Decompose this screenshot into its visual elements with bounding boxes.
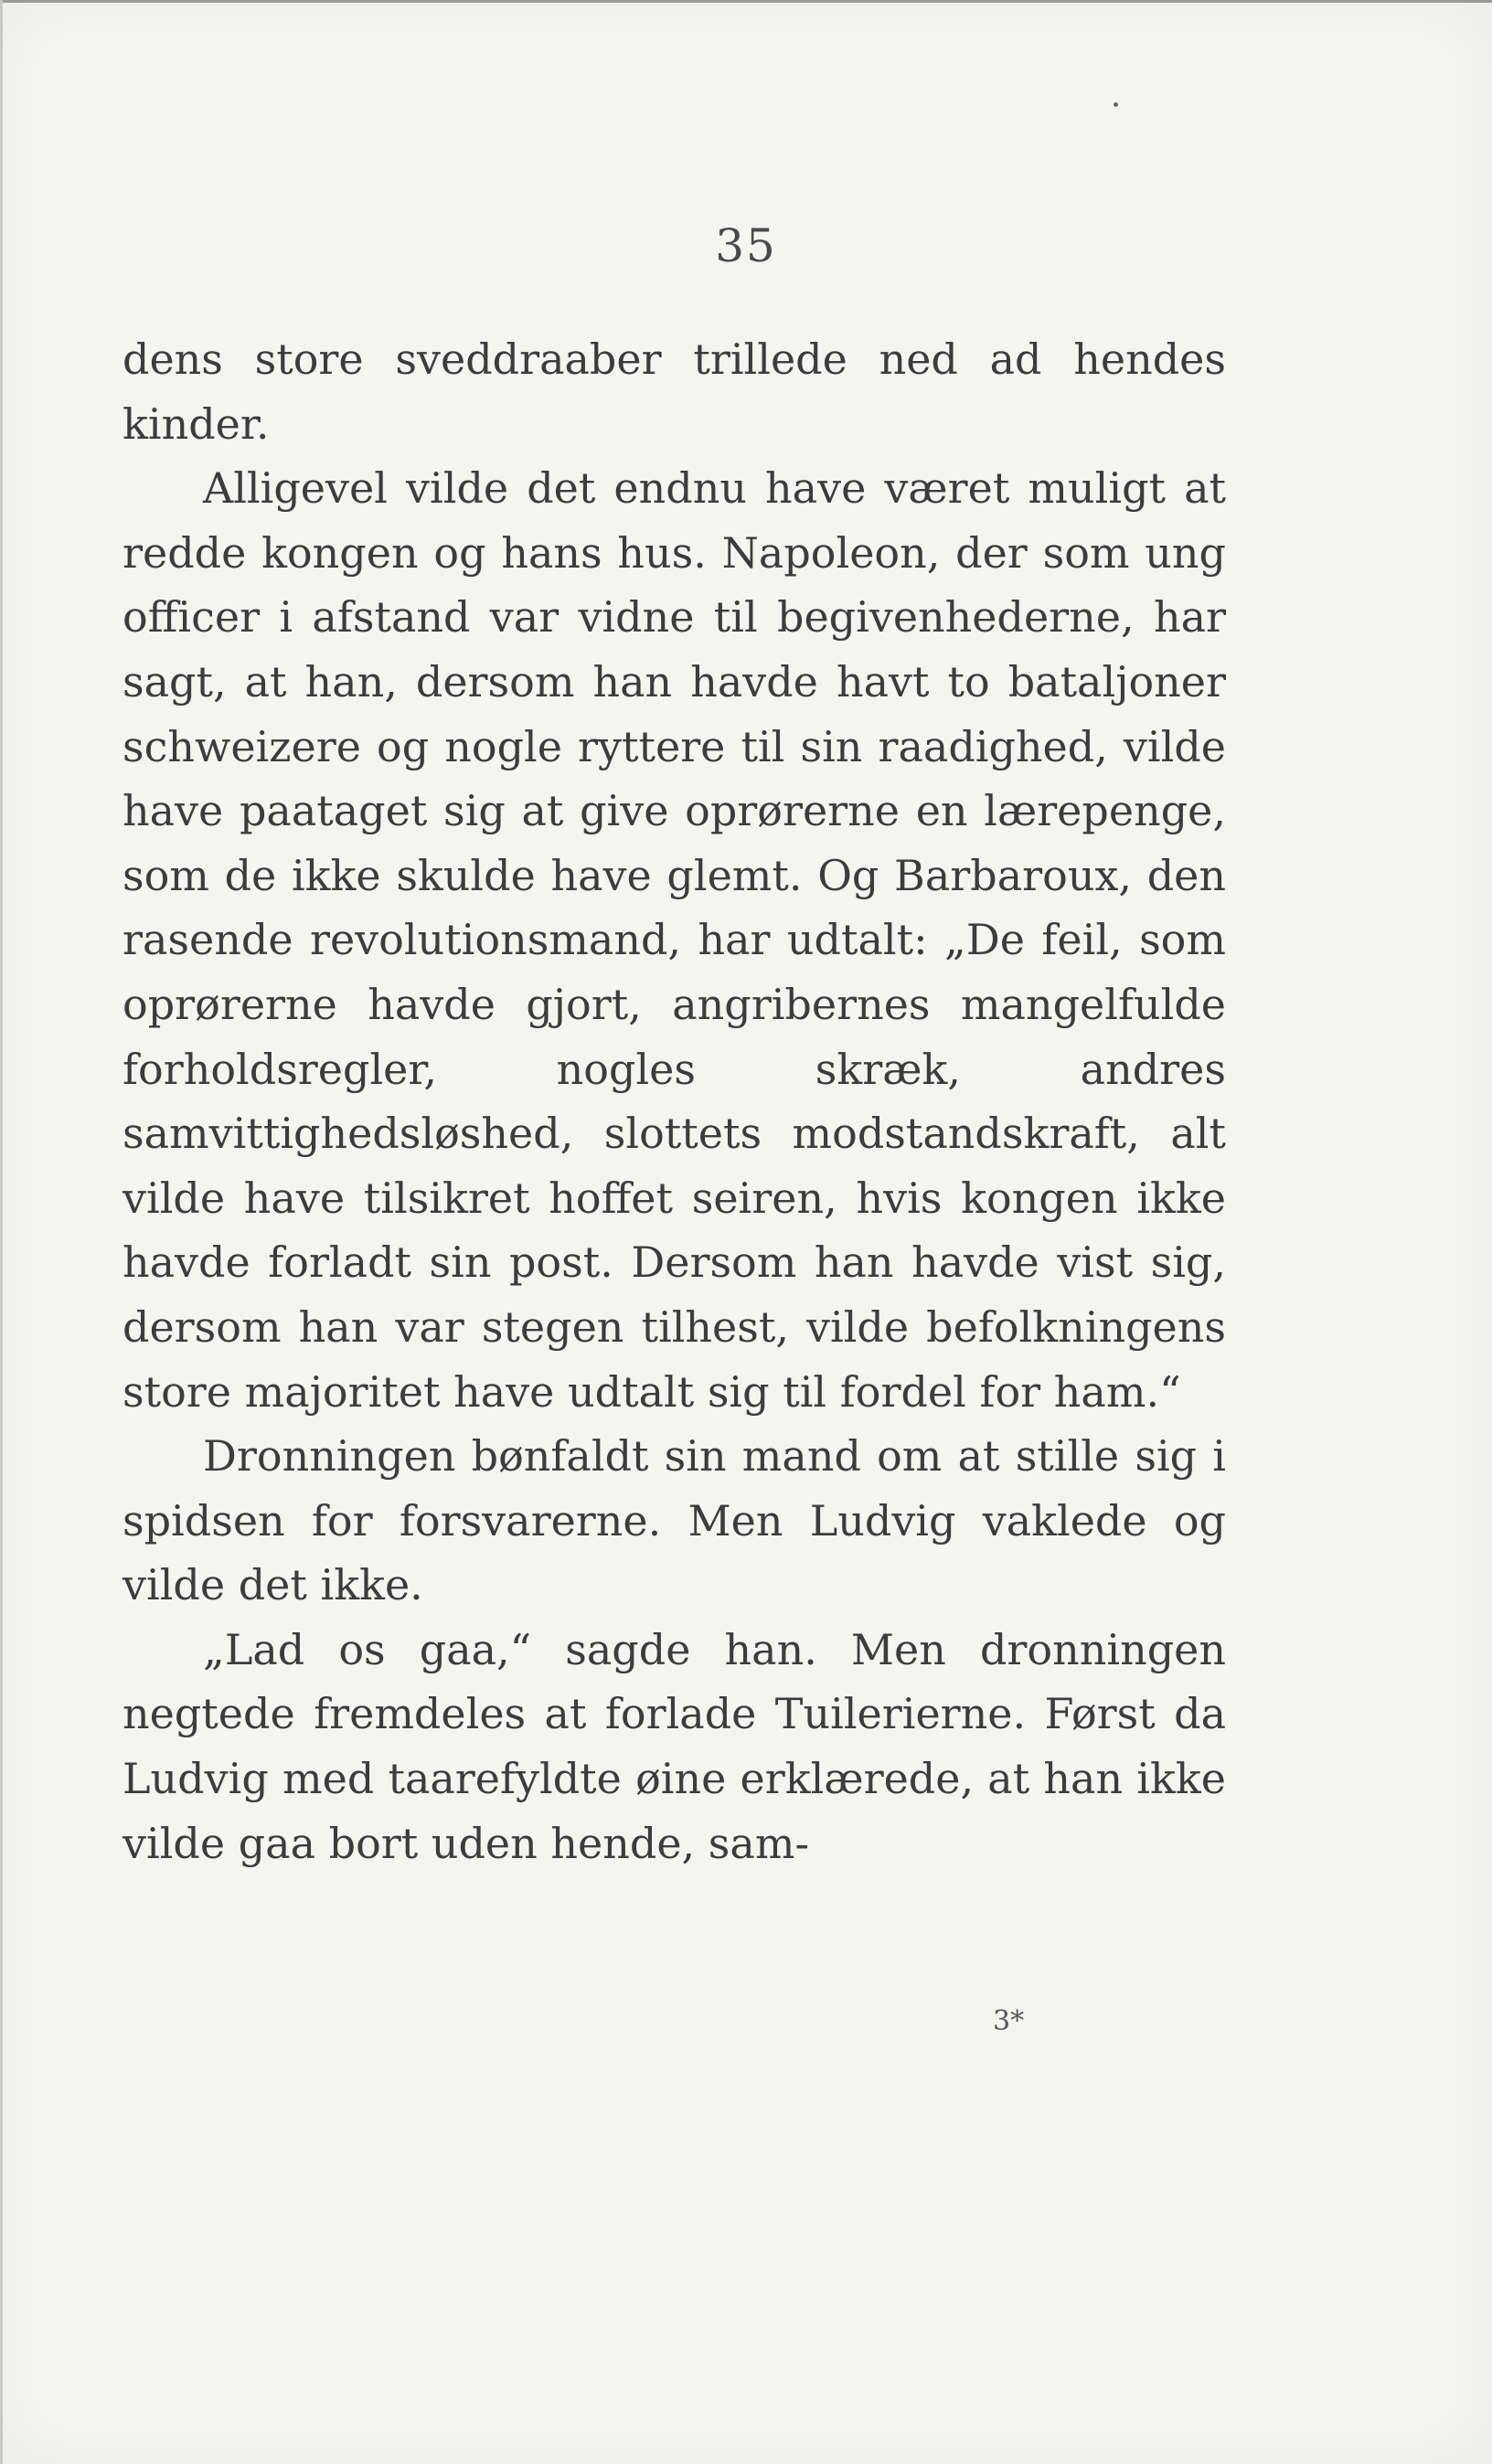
page-left-edge — [0, 0, 3, 2464]
ink-speck — [1114, 102, 1118, 107]
paragraph-4: „Lad os gaa,“ sagde han. Men dronningen negtede fremdeles at forlade Tuilerierne. Først da Ludvig med taarefyldte øine erklærede, at han ikke vilde gaa bort uden hende, sam- — [123, 1624, 1226, 1868]
body-text — [123, 327, 1226, 1875]
paragraph-3: Dronningen bønfaldt sin mand om at stille sig i spidsen for forsvarerne. Men Ludvig vaklede og vilde det ikke. — [123, 1431, 1226, 1610]
paragraph-1: dens store sveddraaber trillede ned ad hendes kinder. — [123, 335, 1226, 449]
page-top-edge — [0, 0, 1492, 3]
paragraph-2: Alligevel vilde det endnu have været muligt at redde kongen og hans hus. Napoleon, der som ung officer i afstand var vidne til begivenhederne, har sagt, at han, dersom han havde havt to bataljoner schweizere og nogle ryttere til sin raadighed, vilde have paataget sig at give oprørerne en lærepenge, som de ikke skulde have glemt. Og Barbaroux, den rasende revolutionsmand, har udtalt: „De feil, som oprørerne havde gjort, angribernes mangelfulde forholdsregler, nogles skræk, andres samvittighedsløshed, slottets modstandskraft, alt vilde have tilsikret hoffet seiren, hvis kongen ikke havde forladt sin post. Dersom han havde vist sig, dersom han var stegen tilhest, vilde befolkningens store majoritet have udtalt sig til fordel for ham.“ — [123, 463, 1226, 1417]
page-number: 35 — [715, 219, 777, 272]
signature-mark: 3* — [993, 2005, 1025, 2037]
